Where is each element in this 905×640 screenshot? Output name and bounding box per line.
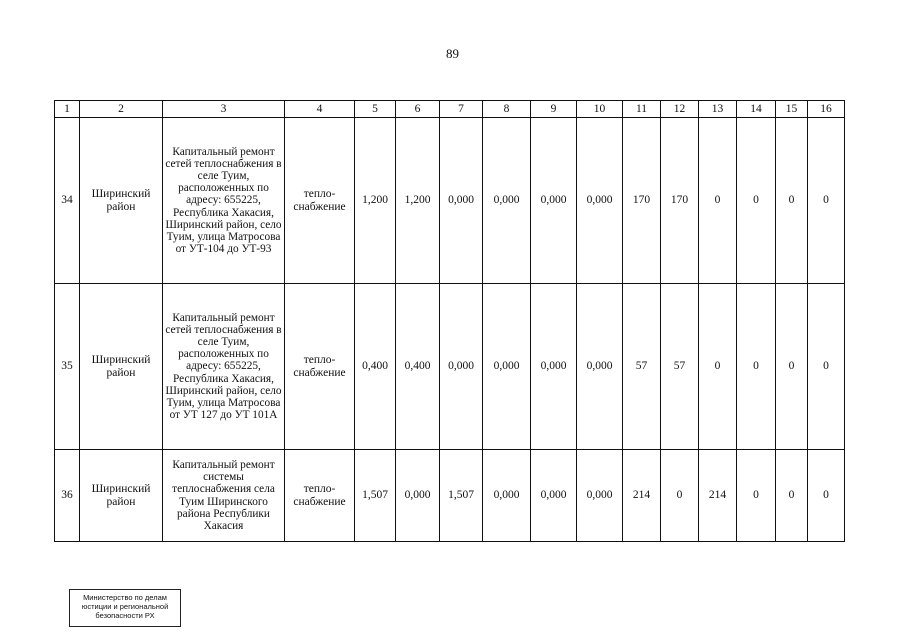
table-cell: 0 (699, 284, 737, 450)
column-header: 3 (163, 101, 285, 118)
table-row (55, 450, 845, 542)
table-cell: Капитальный ремонт сетей теплоснабжения в селе Туим, расположенных по адресу: 655225, Республика Хакасия, Ширинский район, село Туим, улица Матросова от УТ-104 до УТ-93 (163, 118, 285, 284)
table-cell: 0 (661, 450, 699, 542)
table-cell: 1,507 (440, 450, 483, 542)
column-header: 11 (623, 101, 661, 118)
table-cell: 57 (623, 284, 661, 450)
column-header: 15 (776, 101, 808, 118)
column-header: 5 (355, 101, 396, 118)
column-header: 6 (396, 101, 440, 118)
table-cell: 57 (661, 284, 699, 450)
table-cell: 170 (661, 118, 699, 284)
table-cell: 0 (808, 284, 845, 450)
table-cell: 0,000 (396, 450, 440, 542)
stamp-line: юстиции и региональной (81, 602, 169, 611)
table-cell: 0 (776, 450, 808, 542)
stamp-line: Министерство по делам (83, 593, 167, 602)
table-cell: 1,507 (355, 450, 396, 542)
table-cell: 0,000 (531, 284, 577, 450)
table-cell: 0 (699, 118, 737, 284)
table-cell: 0,400 (355, 284, 396, 450)
table-cell: 0,000 (440, 118, 483, 284)
table-cell: 35 (55, 284, 80, 450)
table-cell: 0 (808, 118, 845, 284)
table-cell: 0 (776, 118, 808, 284)
table-cell: 0 (737, 450, 776, 542)
column-header: 8 (483, 101, 531, 118)
table-cell: Капитальный ремонт системы теплоснабжения села Туим Ширинского района Республики Хакасия (163, 450, 285, 542)
column-header: 13 (699, 101, 737, 118)
table-cell: 1,200 (355, 118, 396, 284)
table-cell: тепло-снабжение (285, 450, 355, 542)
column-header: 7 (440, 101, 483, 118)
column-header: 16 (808, 101, 845, 118)
column-header: 9 (531, 101, 577, 118)
table-cell: 0,000 (483, 118, 531, 284)
table-cell: 34 (55, 118, 80, 284)
table-cell: 170 (623, 118, 661, 284)
table-cell: 0,000 (483, 284, 531, 450)
table-cell: 0,000 (483, 450, 531, 542)
ministry-stamp (69, 589, 181, 627)
table-cell: 0,000 (577, 450, 623, 542)
data-table (54, 100, 845, 542)
table-cell: тепло-снабжение (285, 118, 355, 284)
column-header: 14 (737, 101, 776, 118)
column-header: 12 (661, 101, 699, 118)
table-cell: 214 (623, 450, 661, 542)
table-row (55, 284, 845, 450)
column-header: 4 (285, 101, 355, 118)
column-header: 1 (55, 101, 80, 118)
table-cell: 0 (737, 284, 776, 450)
table-cell: 0,000 (531, 450, 577, 542)
table-cell: 0,000 (577, 284, 623, 450)
table-cell: 0 (737, 118, 776, 284)
column-header: 10 (577, 101, 623, 118)
table-cell: Капитальный ремонт сетей теплоснабжения в селе Туим, расположенных по адресу: 655225, Республика Хакасия, Ширинский район, село Туим, улица Матросова от УТ 127 до УТ 101А (163, 284, 285, 450)
column-header: 2 (80, 101, 163, 118)
table-cell: Ширинский район (80, 284, 163, 450)
table-cell: 0,000 (577, 118, 623, 284)
table-cell: 0 (776, 284, 808, 450)
table-cell: Ширинский район (80, 450, 163, 542)
table-header-row (55, 101, 845, 118)
table-cell: 0,400 (396, 284, 440, 450)
table-cell: Ширинский район (80, 118, 163, 284)
table-cell: 36 (55, 450, 80, 542)
table-row (55, 118, 845, 284)
table-cell: 214 (699, 450, 737, 542)
table-cell: 0,000 (440, 284, 483, 450)
table-cell: 0,000 (531, 118, 577, 284)
table-cell: 1,200 (396, 118, 440, 284)
page-number: 89 (446, 46, 459, 61)
table-cell: тепло-снабжение (285, 284, 355, 450)
stamp-line: безопасности РХ (95, 611, 155, 620)
table-cell: 0 (808, 450, 845, 542)
